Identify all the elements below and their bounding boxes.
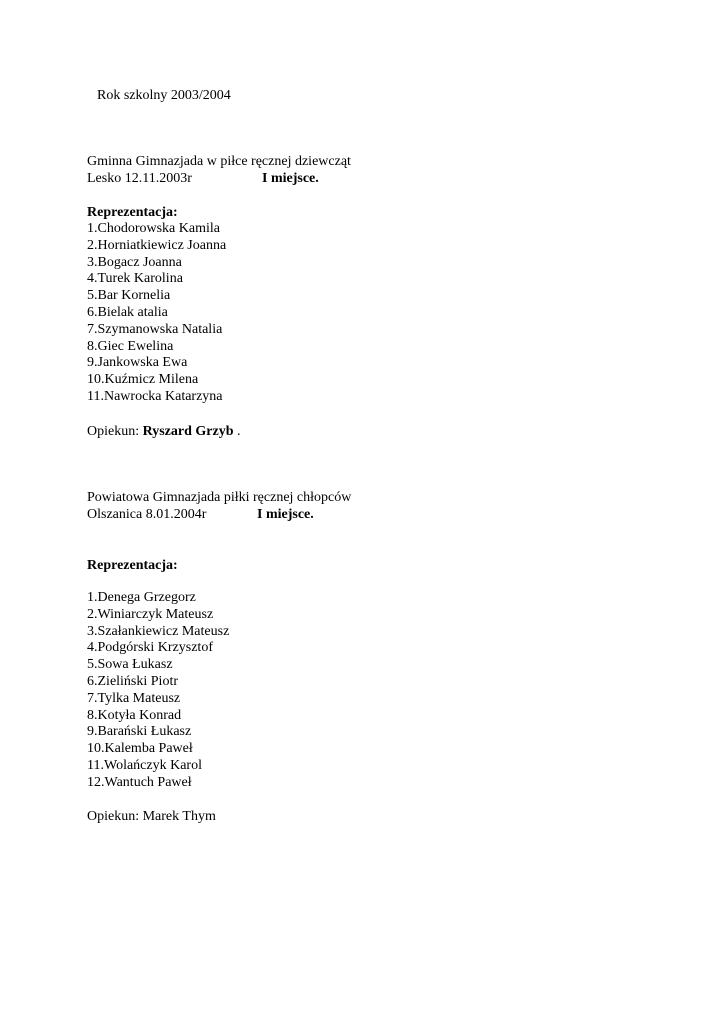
section1-member-list [87, 221, 226, 406]
list-item: 4.Podgórski Krzysztof [87, 640, 213, 656]
list-item: 2.Horniatkiewicz Joanna [87, 237, 227, 253]
section2-member-list [87, 590, 229, 792]
section1-place: I miejsce. [262, 171, 319, 186]
list-item: 1.Chodorowska Kamila [87, 221, 220, 236]
section2-place: I miejsce. [257, 507, 314, 522]
school-year: Rok szkolny 2003/2004 [97, 88, 231, 103]
section2-title: Powiatowa Gimnazjada piłki ręcznej chłopców [87, 490, 352, 505]
list-item: 10.Kalemba Paweł [87, 741, 193, 757]
section2-team-heading: Reprezentacja: [87, 558, 178, 573]
section1-coach-label: Opiekun: [87, 424, 143, 439]
list-item: 11.Wolańczyk Karol [87, 757, 202, 773]
section1-title: Gminna Gimnazjada w piłce ręcznej dziewcząt [87, 154, 351, 169]
section1-coach [87, 423, 241, 440]
list-item: 3.Bogacz Joanna [87, 254, 182, 270]
list-item: 6.Zieliński Piotr [87, 673, 178, 689]
section1-team-heading: Reprezentacja: [87, 205, 178, 220]
list-item: 7.Szymanowska Natalia [87, 321, 223, 337]
list-item: 8.Giec Ewelina [87, 338, 174, 354]
section2-coach: Opiekun: Marek Thym [87, 809, 216, 824]
list-item: 6.Bielak atalia [87, 304, 168, 320]
section1-coach-suffix: . [233, 424, 241, 439]
list-item: 12.Wantuch Paweł [87, 774, 192, 790]
list-item: 11.Nawrocka Katarzyna [87, 388, 223, 404]
list-item: 8.Kotyła Konrad [87, 707, 182, 723]
list-item: 5.Bar Kornelia [87, 288, 171, 304]
section2-location-date: Olszanica 8.01.2004r [87, 507, 207, 522]
list-item: 3.Szałankiewicz Mateusz [87, 623, 230, 639]
list-item: 9.Jankowska Ewa [87, 355, 188, 371]
list-item: 10.Kuźmicz Milena [87, 372, 199, 388]
section1-location-date: Lesko 12.11.2003r [87, 171, 192, 186]
section1-coach-name: Ryszard Grzyb [142, 424, 234, 439]
list-item: 2.Winiarczyk Mateusz [87, 606, 214, 622]
list-item: 9.Barański Łukasz [87, 724, 192, 740]
list-item: 1.Denega Grzegorz [87, 590, 196, 605]
list-item: 4.Turek Karolina [87, 271, 183, 287]
list-item: 5.Sowa Łukasz [87, 657, 173, 673]
list-item: 7.Tylka Mateusz [87, 690, 181, 706]
